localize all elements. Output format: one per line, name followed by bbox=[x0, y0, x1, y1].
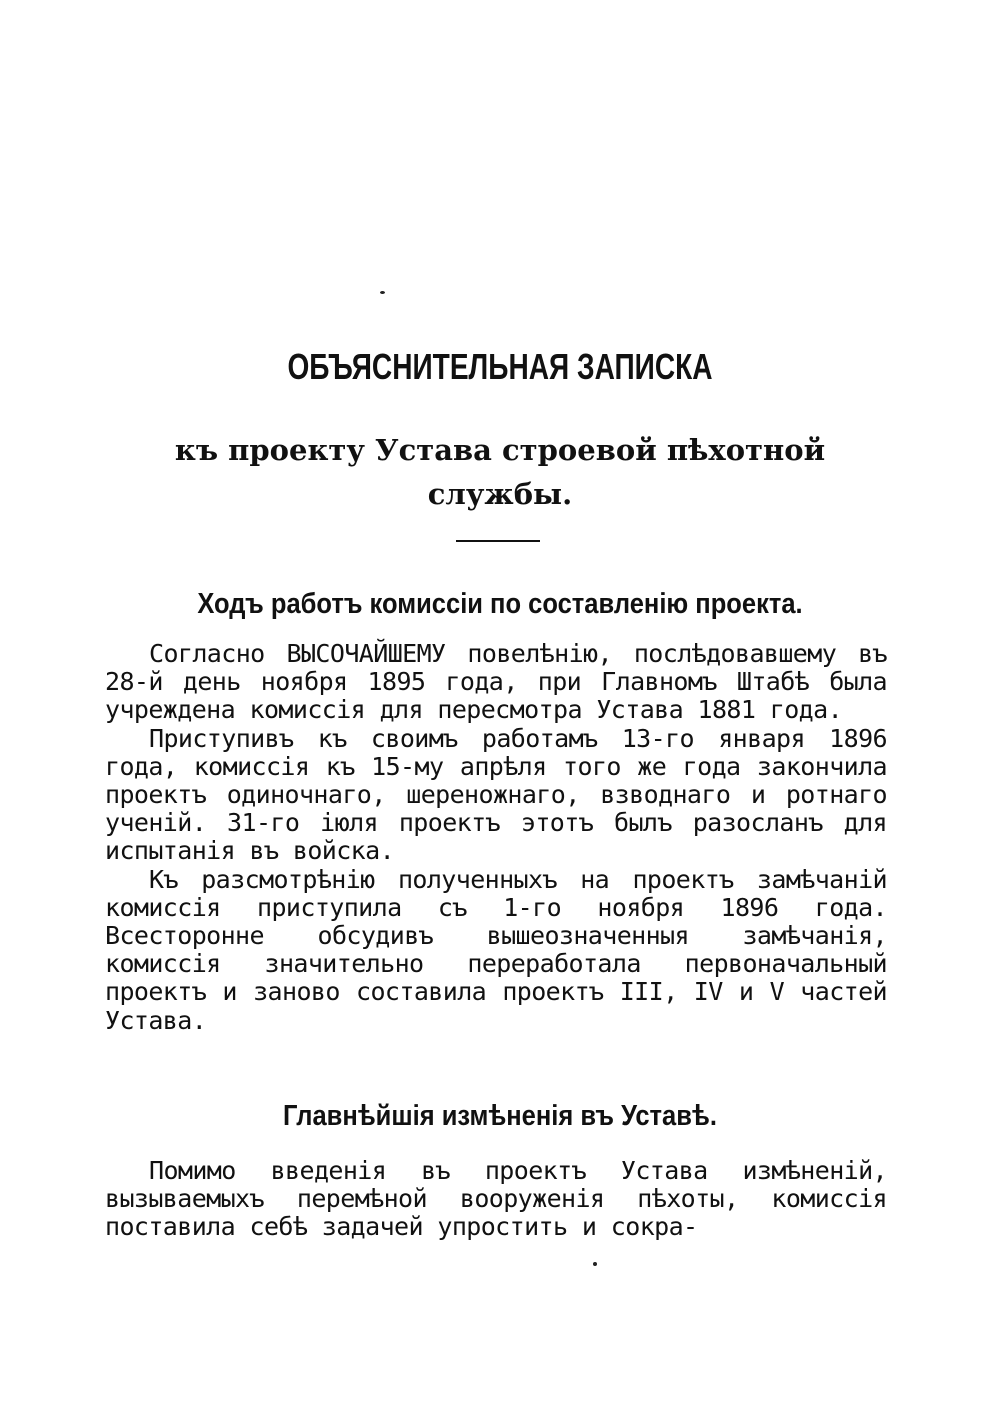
ink-speck bbox=[380, 291, 385, 294]
paragraph: Помимо введенія въ проектъ Устава измѣненій, вызываемыхъ перемѣной вооруженія пѣхоты, комиссія поставила себѣ задачей упростить и сокра- bbox=[105, 1156, 887, 1242]
section-heading: Ходъ работъ комиссіи по составленію проекта. bbox=[197, 588, 803, 620]
ink-speck bbox=[593, 1262, 597, 1266]
section-body bbox=[105, 640, 887, 1035]
document-subtitle: къ проекту Устава строевой пѣхотной службы. bbox=[174, 433, 826, 511]
document-title: ОБЪЯСНИТЕЛЬНАЯ ЗАПИСКА bbox=[287, 346, 713, 387]
section-body bbox=[105, 1157, 887, 1242]
title-divider bbox=[456, 540, 540, 542]
paragraph: Согласно ВЫСОЧАЙШЕМУ повелѣнію, послѣдовавшему въ 28-й день ноября 1895 года, при Главномъ Штабѣ была учреждена комиссія для пересмотра Устава 1881 года. bbox=[105, 639, 887, 725]
section-heading: Главнѣйшія измѣненія въ Уставѣ. bbox=[283, 1100, 717, 1132]
paragraph: Приступивъ къ своимъ работамъ 13-го января 1896 года, комиссія къ 15-му апрѣля того же года закончила проектъ одиночнаго, шереножнаго, взводнаго и ротнаго ученій. 31-го іюля проектъ этотъ былъ разосланъ для испытанія въ войска. bbox=[105, 723, 887, 866]
paragraph: Къ разсмотрѣнію полученныхъ на проектъ замѣчаній комиссія приступила съ 1-го ноября 1896 года. Всесторонне обсудивъ вышеозначенныя замѣчанія, комиссія значительно переработала первоначальный проектъ и заново составила проектъ III, IV и V частей Устава. bbox=[105, 864, 887, 1035]
